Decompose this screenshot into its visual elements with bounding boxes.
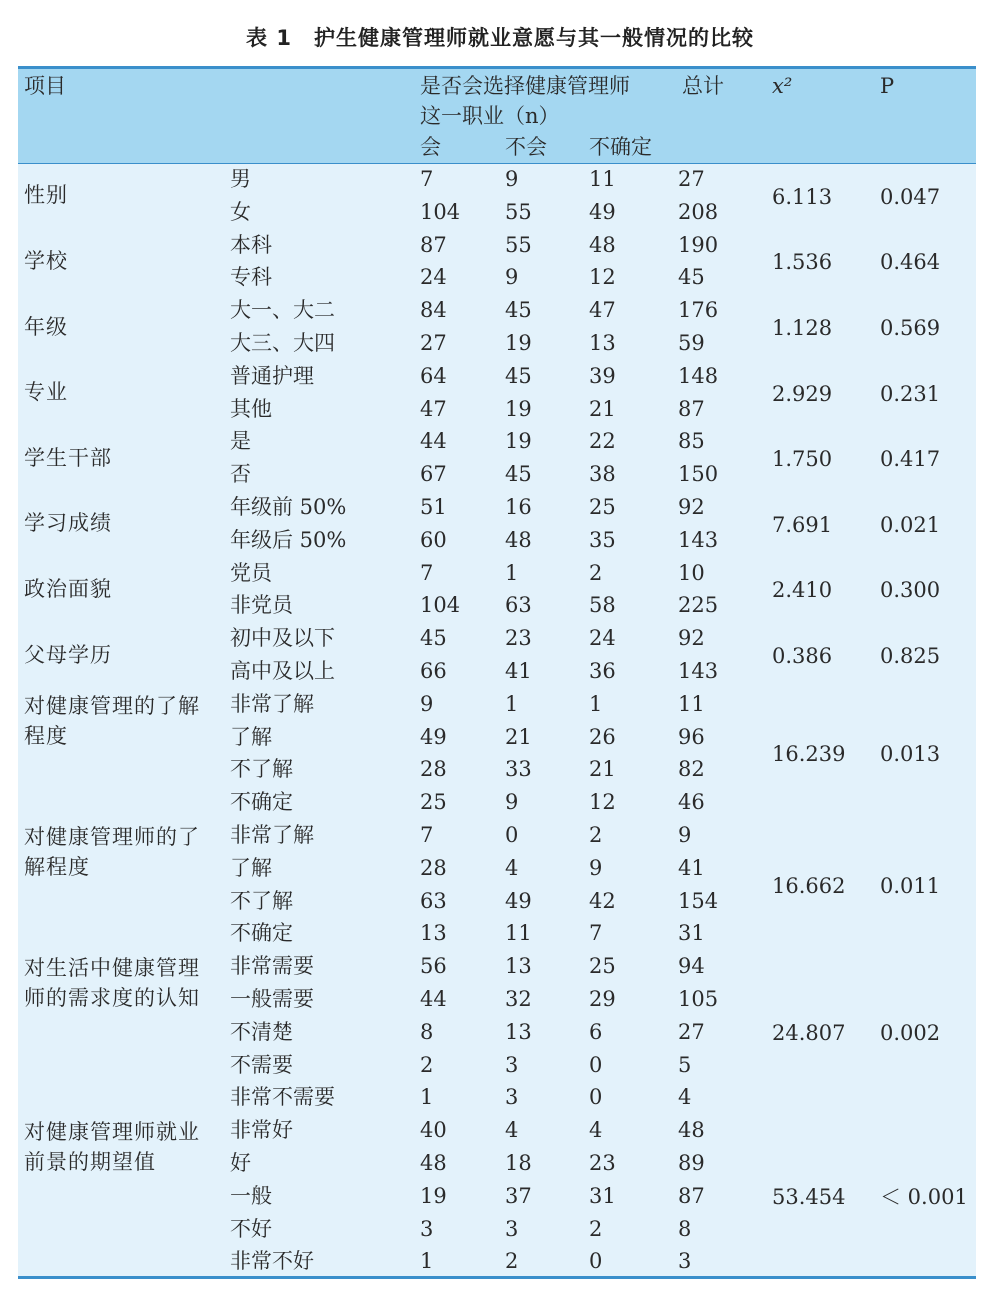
count-total: 94 — [678, 954, 705, 979]
count-no: 18 — [505, 1151, 532, 1175]
count-total: 96 — [678, 724, 705, 749]
count-no: 55 — [505, 199, 532, 224]
count-yes: 44 — [420, 987, 447, 1011]
count-no: 19 — [505, 331, 532, 355]
count-yes: 63 — [420, 888, 447, 913]
sub-item: 是 — [230, 429, 251, 454]
sub-item: 一般 — [230, 1183, 272, 1208]
count-no: 45 — [505, 462, 532, 487]
count-yes: 2 — [420, 1052, 434, 1077]
sub-item: 不需要 — [230, 1052, 293, 1077]
count-no: 1 — [505, 691, 519, 716]
count-unsure: 31 — [589, 1183, 616, 1208]
count-no: 37 — [505, 1183, 532, 1208]
count-total: 41 — [678, 855, 705, 880]
group-label: 政治面貌 — [24, 577, 112, 601]
count-yes: 44 — [420, 429, 447, 454]
group-label: 学校 — [24, 249, 68, 273]
count-total: 27 — [678, 1019, 705, 1044]
group-label: 父母学历 — [24, 642, 112, 667]
count-unsure: 29 — [589, 987, 616, 1011]
count-yes: 84 — [420, 298, 447, 323]
count-yes: 25 — [420, 790, 447, 815]
count-no: 0 — [505, 823, 519, 847]
count-yes: 48 — [420, 1151, 447, 1175]
chi-square-value: 1.536 — [772, 250, 833, 275]
count-yes: 104 — [420, 593, 461, 618]
count-total: 87 — [678, 1183, 705, 1208]
count-no: 2 — [505, 1249, 519, 1274]
chi-square-value: 24.807 — [772, 1021, 846, 1046]
count-unsure: 25 — [589, 954, 616, 979]
count-unsure: 49 — [589, 199, 616, 224]
count-total: 8 — [678, 1216, 692, 1241]
header-no: 不会 — [505, 135, 547, 159]
table-header — [18, 69, 976, 163]
count-unsure: 2 — [589, 1216, 603, 1241]
group-label: 学习成绩 — [24, 511, 112, 536]
count-yes: 7 — [420, 560, 434, 585]
count-no: 32 — [505, 987, 532, 1011]
count-total: 82 — [678, 757, 705, 782]
count-yes: 104 — [420, 199, 461, 224]
chi-square-value: 16.662 — [772, 873, 846, 898]
count-yes: 60 — [420, 527, 447, 552]
p-value: 0.021 — [880, 512, 941, 537]
data-table — [18, 66, 976, 1279]
sub-item: 了解 — [230, 724, 272, 749]
count-total: 92 — [678, 626, 705, 651]
count-yes: 24 — [420, 265, 447, 290]
count-total: 154 — [678, 888, 719, 913]
p-value: 0.569 — [880, 316, 941, 340]
sub-item: 好 — [230, 1151, 251, 1175]
group-label: 性别 — [24, 183, 68, 208]
count-unsure: 0 — [589, 1249, 603, 1274]
count-unsure: 1 — [589, 691, 603, 716]
sub-item: 专科 — [230, 265, 272, 290]
sub-item: 本科 — [230, 232, 272, 257]
sub-item: 非常了解 — [230, 823, 314, 847]
sub-item: 非常好 — [230, 1118, 293, 1143]
chi-square-value: 0.386 — [772, 644, 833, 668]
count-no: 41 — [505, 659, 532, 683]
count-yes: 19 — [420, 1183, 447, 1208]
count-yes: 40 — [420, 1118, 447, 1143]
count-total: 48 — [678, 1118, 705, 1143]
count-total: 4 — [678, 1085, 692, 1110]
header-chi-square: x² — [772, 74, 793, 98]
chi-square-value: 2.410 — [772, 578, 833, 603]
header-rule — [18, 163, 976, 164]
count-no: 45 — [505, 363, 532, 388]
sub-item: 不了解 — [230, 888, 293, 913]
count-unsure: 39 — [589, 363, 616, 388]
count-unsure: 21 — [589, 757, 616, 782]
count-no: 9 — [505, 167, 519, 191]
count-unsure: 4 — [589, 1118, 603, 1143]
sub-item: 男 — [230, 167, 251, 191]
count-total: 150 — [678, 462, 719, 487]
header-p-value: P — [880, 74, 895, 98]
header-total: 总计 — [682, 74, 724, 98]
header-unsure: 不确定 — [589, 135, 652, 159]
count-yes: 1 — [420, 1085, 434, 1110]
count-no: 4 — [505, 855, 519, 880]
sub-item: 非常不好 — [230, 1249, 314, 1274]
chi-square-value: 2.929 — [772, 381, 833, 406]
count-yes: 13 — [420, 921, 447, 946]
chi-square-value: 1.750 — [772, 447, 833, 472]
sub-item: 其他 — [230, 396, 272, 421]
count-yes: 87 — [420, 232, 447, 257]
count-total: 225 — [678, 593, 719, 618]
count-no: 63 — [505, 593, 532, 618]
count-no: 55 — [505, 232, 532, 257]
p-value: 0.011 — [880, 873, 941, 898]
count-no: 23 — [505, 626, 532, 651]
count-unsure: 0 — [589, 1052, 603, 1077]
count-unsure: 12 — [589, 265, 616, 290]
count-unsure: 22 — [589, 429, 616, 454]
chi-square-value: 16.239 — [772, 742, 846, 767]
count-unsure: 38 — [589, 462, 616, 487]
p-value: 0.464 — [880, 250, 941, 275]
header-yes: 会 — [420, 135, 441, 159]
count-total: 87 — [678, 396, 705, 421]
sub-item: 初中及以下 — [230, 626, 335, 651]
count-total: 143 — [678, 527, 719, 552]
table-title: 表 1 护生健康管理师就业意愿与其一般情况的比较 — [246, 26, 754, 50]
group-label: 对生活中健康管理师的需求度的认知 — [24, 956, 200, 1011]
sub-item: 不确定 — [230, 921, 293, 946]
count-no: 9 — [505, 265, 519, 290]
count-yes: 27 — [420, 331, 447, 355]
chi-square-value: 1.128 — [772, 316, 833, 340]
sub-item: 不确定 — [230, 790, 293, 815]
count-yes: 28 — [420, 855, 447, 880]
sub-item: 不了解 — [230, 757, 293, 782]
count-yes: 9 — [420, 691, 434, 716]
sub-item: 了解 — [230, 855, 272, 880]
count-no: 3 — [505, 1085, 519, 1110]
p-value: 0.002 — [880, 1021, 941, 1046]
group-label: 对健康管理师就业前景的期望值 — [24, 1120, 200, 1175]
count-total: 11 — [678, 691, 705, 716]
count-total: 9 — [678, 823, 692, 847]
sub-item: 大一、大二 — [230, 298, 335, 323]
count-unsure: 47 — [589, 298, 616, 323]
count-total: 45 — [678, 265, 705, 290]
count-unsure: 24 — [589, 626, 616, 651]
count-total: 92 — [678, 495, 705, 519]
sub-item: 非常不需要 — [230, 1085, 335, 1110]
sub-item: 一般需要 — [230, 987, 314, 1011]
sub-item: 非常了解 — [230, 691, 314, 716]
count-no: 3 — [505, 1052, 519, 1077]
count-no: 4 — [505, 1118, 519, 1143]
count-yes: 1 — [420, 1249, 434, 1274]
count-no: 45 — [505, 298, 532, 323]
sub-item: 非常需要 — [230, 954, 314, 979]
count-unsure: 7 — [589, 921, 603, 946]
p-value: 0.825 — [880, 644, 941, 668]
group-label: 对健康管理的了解程度 — [24, 693, 200, 748]
count-no: 16 — [505, 495, 532, 519]
count-total: 5 — [678, 1052, 692, 1077]
sub-item: 高中及以上 — [230, 659, 335, 683]
count-unsure: 21 — [589, 396, 616, 421]
group-label: 学生干部 — [24, 445, 112, 470]
count-total: 3 — [678, 1249, 692, 1274]
count-total: 208 — [678, 199, 719, 224]
count-no: 48 — [505, 527, 532, 552]
chi-square-value: 53.454 — [772, 1185, 846, 1210]
count-yes: 67 — [420, 462, 447, 487]
chi-square-value: 6.113 — [772, 184, 833, 209]
count-total: 46 — [678, 790, 705, 815]
count-yes: 45 — [420, 626, 447, 651]
p-value: 0.300 — [880, 578, 941, 603]
header-item: 项目 — [24, 74, 66, 98]
count-unsure: 2 — [589, 560, 603, 585]
count-no: 21 — [505, 724, 532, 749]
count-no: 13 — [505, 1019, 532, 1044]
header-choose-line2: 这一职业（n） — [420, 104, 560, 128]
count-no: 19 — [505, 396, 532, 421]
count-no: 9 — [505, 790, 519, 815]
count-total: 89 — [678, 1151, 705, 1175]
sub-item: 大三、大四 — [230, 331, 335, 355]
sub-item: 女 — [230, 199, 251, 224]
table-bottom-rule — [18, 1276, 976, 1279]
sub-item: 不好 — [230, 1216, 272, 1241]
group-label: 对健康管理师的了解程度 — [24, 825, 200, 879]
count-yes: 7 — [420, 823, 434, 847]
sub-item: 普通护理 — [230, 363, 314, 388]
count-total: 27 — [678, 167, 705, 191]
count-total: 85 — [678, 429, 705, 454]
sub-item: 不清楚 — [230, 1019, 293, 1044]
count-yes: 47 — [420, 396, 447, 421]
count-yes: 3 — [420, 1216, 434, 1241]
count-unsure: 36 — [589, 659, 616, 683]
count-total: 143 — [678, 659, 719, 683]
count-no: 13 — [505, 954, 532, 979]
count-yes: 64 — [420, 363, 447, 388]
count-total: 190 — [678, 232, 719, 257]
count-no: 11 — [505, 921, 532, 946]
count-no: 19 — [505, 429, 532, 454]
count-yes: 51 — [420, 495, 447, 519]
count-total: 148 — [678, 363, 719, 388]
count-no: 49 — [505, 888, 532, 913]
count-unsure: 58 — [589, 593, 616, 618]
count-no: 3 — [505, 1216, 519, 1241]
count-unsure: 12 — [589, 790, 616, 815]
count-total: 10 — [678, 560, 705, 585]
count-unsure: 2 — [589, 823, 603, 847]
chi-square-value: 7.691 — [772, 512, 833, 537]
header-choose-line1: 是否会选择健康管理师 — [420, 74, 630, 98]
count-total: 31 — [678, 921, 705, 946]
count-yes: 49 — [420, 724, 447, 749]
sub-item: 非党员 — [230, 593, 293, 618]
p-value: ＜ 0.001 — [880, 1185, 968, 1210]
count-no: 33 — [505, 757, 532, 782]
p-value: 0.417 — [880, 447, 941, 472]
count-total: 176 — [678, 298, 719, 323]
count-total: 105 — [678, 987, 719, 1011]
group-label: 专业 — [24, 380, 68, 405]
sub-item: 党员 — [230, 560, 272, 585]
count-unsure: 25 — [589, 495, 616, 519]
count-unsure: 0 — [589, 1085, 603, 1110]
count-unsure: 6 — [589, 1019, 603, 1044]
count-unsure: 48 — [589, 232, 616, 257]
sub-item: 否 — [230, 462, 251, 487]
p-value: 0.013 — [880, 742, 941, 767]
count-unsure: 13 — [589, 331, 616, 355]
count-yes: 28 — [420, 757, 447, 782]
count-unsure: 35 — [589, 527, 616, 552]
sub-item: 年级后 50% — [230, 527, 347, 552]
count-unsure: 9 — [589, 855, 603, 880]
count-unsure: 26 — [589, 724, 616, 749]
sub-item: 年级前 50% — [230, 495, 347, 519]
count-no: 1 — [505, 560, 519, 585]
p-value: 0.047 — [880, 184, 941, 209]
p-value: 0.231 — [880, 381, 941, 406]
group-label: 年级 — [24, 314, 68, 339]
count-yes: 8 — [420, 1019, 434, 1044]
count-yes: 7 — [420, 167, 434, 191]
count-yes: 66 — [420, 659, 447, 683]
count-yes: 56 — [420, 954, 447, 979]
count-unsure: 42 — [589, 888, 616, 913]
count-unsure: 11 — [589, 167, 616, 191]
count-total: 59 — [678, 331, 705, 355]
count-unsure: 23 — [589, 1151, 616, 1175]
